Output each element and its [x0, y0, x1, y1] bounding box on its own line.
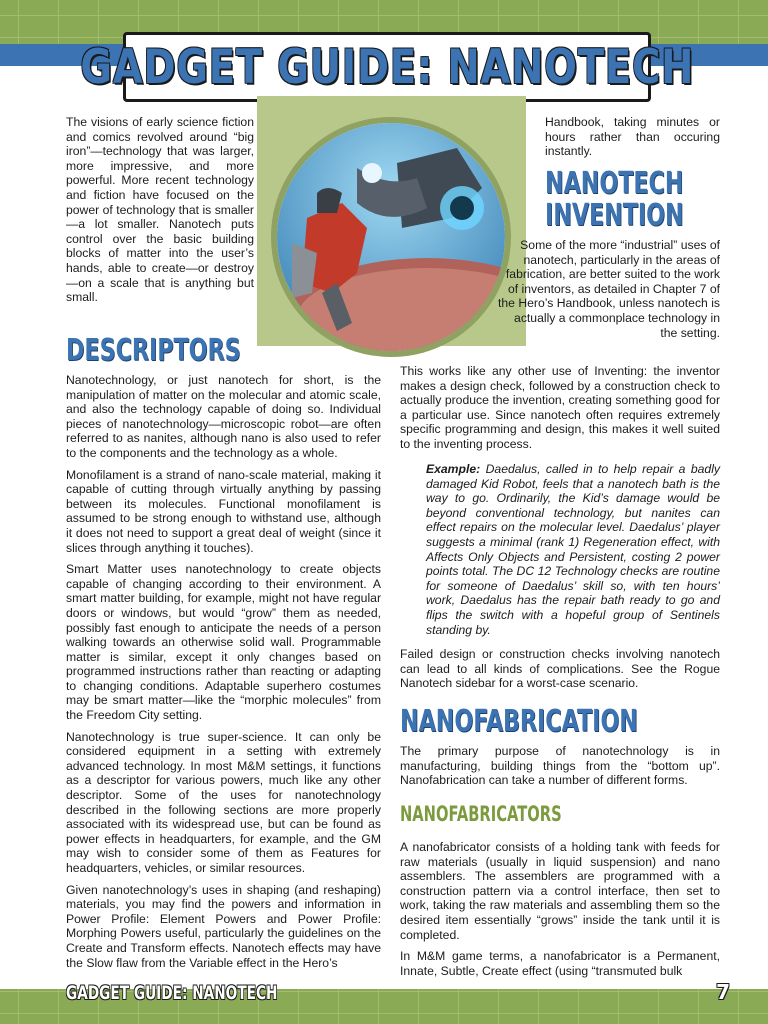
descriptors-heading: DESCRIPTORS	[66, 333, 241, 368]
intro-continuation-text: Handbook, taking minutes or hours rather than occuring instantly.	[545, 115, 720, 159]
invention-text-1: Some of the more “industrial” uses of nanotech, particularly in the areas of fabrication, are better suited to the work of inventors, as detailed in Chapter 7 of the Hero’s Handbook, unless nanotech is actually a commonplace technology in the setting.	[498, 238, 720, 340]
nanofabricators-text-1: A nanofabricator consists of a holding tank with feeds for raw materials (usually in liquid suspension) and nano assemblers. The assemblers are programmed with a construction pattern via a control interface, then set to work, taking the raw materials and assembling them so the desired item essentially “grows” inside the tank until it is completed.	[400, 840, 720, 942]
nanofabrication-heading: NANOFABRICATION	[400, 704, 638, 739]
illustration-frame	[271, 117, 511, 357]
robot-battle-illustration	[277, 123, 505, 351]
descriptors-p4: Nanotechnology is true super-science. It can only be considered equipment in a setting with extremely advanced technology. In most M&M settings, it functions as a descriptor for various powers, much like any other descriptor. Some of the uses for nanotechnology described in the following sections are more properly associated with its widespread use, but can be found as power effects in headquarters, for example, and the GM may wish to consider some of them as Features for headquarters, vehicles, or similar resources.	[66, 729, 381, 875]
invention-heading: NANOTECH	[545, 166, 684, 201]
invention-heading-line2: INVENTION	[545, 198, 684, 233]
nanofabricators-text-2: In M&M game terms, a nanofabricator is a Permanent, Innate, Subtle, Create effect (using “transmuted bulk	[400, 949, 720, 978]
example-box	[426, 462, 720, 637]
nanofabricators-body	[400, 840, 720, 985]
invention-text-3: Failed design or construction checks involving nanotech can lead to all kinds of complications. See the Rogue Nanotech sidebar for a worst-case scenario.	[400, 647, 720, 691]
example-label: Example:	[426, 462, 481, 476]
page-title: GADGET GUIDE: NANOTECH	[80, 39, 694, 95]
example-text: Daedalus, called in to help repair a badly damaged Kid Robot, feels that a nanotech bath is the way to go. Ordinarily, the Kid’s damage would be beyond conventional technology, but nanites can effect repairs on the molecular level. Daedalus’ player suggests a minimal (rank 1) Regeneration effect, with Affects Only Objects and Persistent, costing 2 power points total. The DC 12 Technology checks are routine for someone of Daedalus’ skill so, with ten hours’ work, Daedalus has the repair bath ready to go and flips the switch with a hopeful group of Sentinels standing by.	[426, 462, 720, 637]
nanofabrication-paragraph	[400, 744, 720, 795]
intro-text: The visions of early science fiction and comics revolved around “big iron”—technology that was larger, more impressive, and more powerful. More recent technology and fiction have focused on the power of technology that is smaller—a lot smaller. Nanotech puts control over the basic building blocks of matter into the user’s hands, able to create—or destroy—on a scale that is anything but small.	[66, 115, 254, 305]
descriptors-p5: Given nanotechnology’s uses in shaping (and reshaping) materials, you may find the powers and information in Power Profile: Element Powers and Power Profile: Morphing Powers useful, particularly the guidelines on the Create and Transform effects. Nanotech effects may have the Slow flaw from the Variable effect in the Hero’s	[66, 882, 381, 970]
descriptors-p1: Nanotechnology, or just nanotech for short, is the manipulation of matter on the molecular and atomic scale, and also the technology capable of doing so. Individual pieces of nanotechnology—microscopic robot—are often referred to as nanites, although nano is also used to refer to the components and the technology as a whole.	[66, 373, 381, 460]
nanofabricators-heading: NANOFABRICATORS	[400, 802, 562, 826]
descriptors-body	[66, 373, 381, 977]
intro-continuation	[545, 115, 720, 166]
title-banner	[80, 32, 694, 102]
nanofabrication-text: The primary purpose of nanotechnology is in manufacturing, building things from the “bottom up”. Nanofabrication can take a number of different forms.	[400, 744, 720, 788]
descriptors-p2: Monofilament is a strand of nano-scale material, making it capable of cutting through virtually anything by passing between its molecules. Functional monofilament is assumed to be strong enough to withstand use, although it does not need to support a great deal of weight (since it slices through anything it touches).	[66, 467, 381, 555]
invention-paragraph-3	[400, 647, 720, 698]
invention-text-2: This works like any other use of Inventing: the inventor makes a design check, followed by a construction check to actually produce the invention, creating something good for a particular use. Since nanotech often requires extremely specific programming and design, this makes it well suited to the inventing process.	[400, 364, 720, 451]
invention-paragraph-1	[496, 238, 720, 347]
intro-paragraph	[66, 115, 254, 312]
page-number: 7	[716, 980, 730, 1004]
invention-paragraph-2	[400, 364, 720, 459]
descriptors-p3: Smart Matter uses nanotechnology to create objects capable of changing according to their environment. A smart matter building, for example, might not have regular doors or windows, but would “grow” them as needed, possibly fast enough to anticipate the needs of a person walking towards an otherwise solid wall. Programmable matter is similar, except it only changes based on programmed instructions rather than reacting or adapting to changing conditions. Adaptable superhero costumes may be smart matter—like the “morphic molecules” from the Freedom City setting.	[66, 562, 381, 723]
footer-title: GADGET GUIDE: NANOTECH	[66, 982, 278, 1004]
